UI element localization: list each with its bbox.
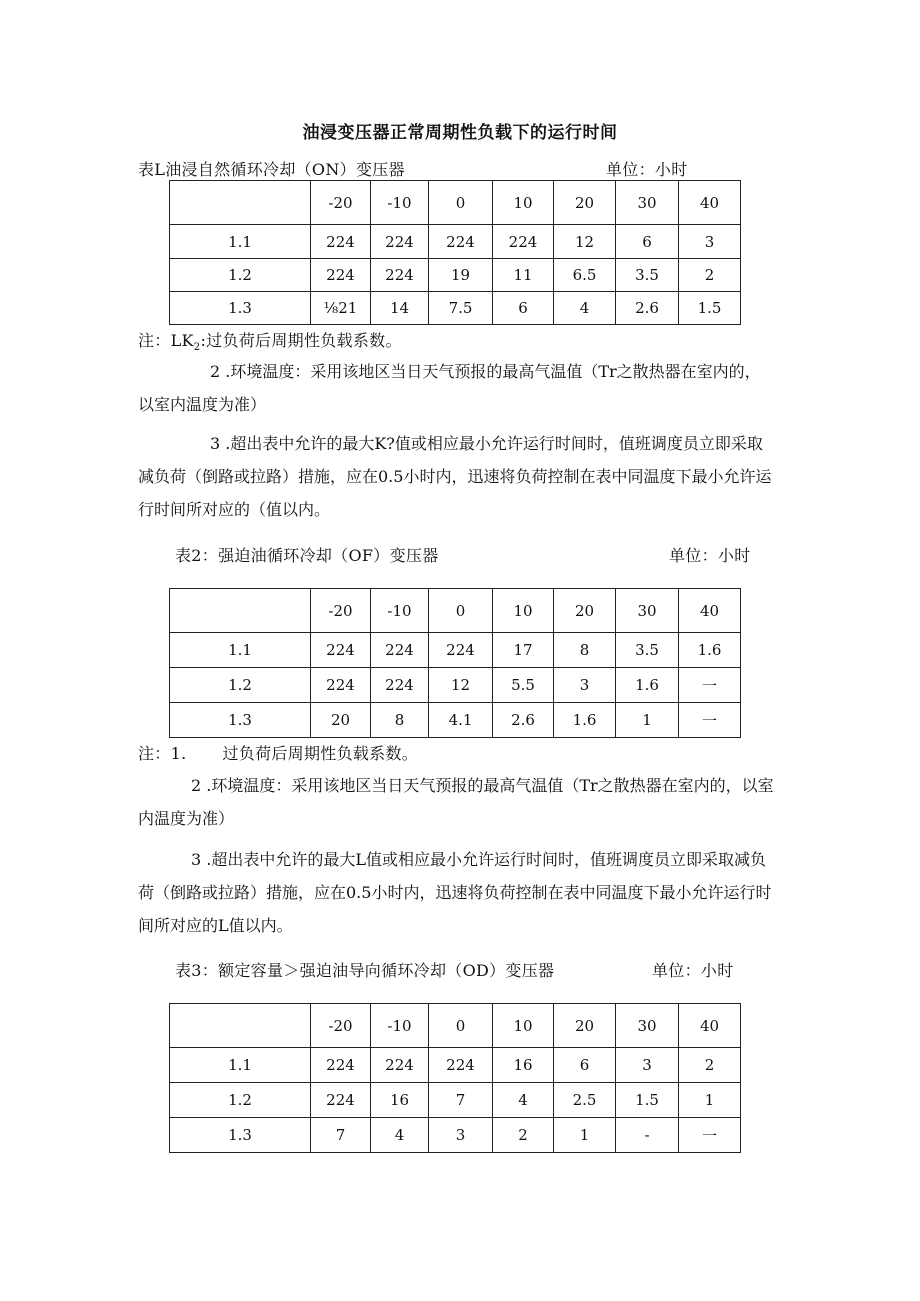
table-header-cell: -20 <box>311 181 371 225</box>
table-cell: 224 <box>311 668 371 703</box>
table-cell: 19 <box>429 259 493 292</box>
table-cell: 20 <box>311 703 371 738</box>
table-cell: 11 <box>493 259 554 292</box>
table-cell: 17 <box>493 633 554 668</box>
table-header-cell: 40 <box>679 181 741 225</box>
table-cell: 224 <box>311 1048 371 1083</box>
table-cell: 1.5 <box>679 292 741 325</box>
table2-note1-text: 过负荷后周期性负载系数。 <box>222 744 419 763</box>
table-cell: 224 <box>371 668 429 703</box>
table-cell: 2.6 <box>616 292 679 325</box>
table-cell: 2.6 <box>493 703 554 738</box>
table-cell: 3 <box>616 1048 679 1083</box>
table-cell: 2 <box>679 1048 741 1083</box>
table-cell: - <box>616 1118 679 1153</box>
table-cell: 224 <box>493 225 554 259</box>
table-row <box>170 259 741 292</box>
table2-header-row <box>170 589 741 633</box>
page-title: 油浸变压器正常周期性负载下的运行时间 <box>302 123 618 143</box>
table-cell: 一 <box>679 668 741 703</box>
table-header-cell: 0 <box>429 589 493 633</box>
table-cell: 2.5 <box>554 1083 616 1118</box>
table-cell: 12 <box>429 668 493 703</box>
table-cell: 8 <box>554 633 616 668</box>
table2-note1-prefix: 注：1. <box>138 744 187 763</box>
table-cell: 224 <box>429 633 493 668</box>
table1-note1-text: :过负荷后周期性负载系数。 <box>200 331 402 350</box>
table-cell: 7.5 <box>429 292 493 325</box>
table1-note1 <box>138 328 402 353</box>
table-header-cell: 0 <box>429 1004 493 1048</box>
table1-caption: 表L油浸自然循环冷却（ON）变压器 <box>138 160 405 179</box>
table-header-cell: -20 <box>311 589 371 633</box>
table2-note1 <box>138 741 418 764</box>
table-cell: 224 <box>311 225 371 259</box>
table-cell: 一 <box>679 703 741 738</box>
table-cell: 8 <box>371 703 429 738</box>
table-cell: 6 <box>493 292 554 325</box>
table1-note2: 2 .环境温度：采用该地区当日天气预报的最高气温值（Tr之散热器在室内的，以室内温度为准） <box>138 362 761 414</box>
table-row <box>170 703 741 738</box>
table1-note1-sub: 2 <box>193 342 201 354</box>
table3-caption: 表3：额定容量＞强迫油导向循环冷却（OD）变压器 <box>175 961 555 980</box>
table-header-cell: 20 <box>554 589 616 633</box>
table-row <box>170 1083 741 1118</box>
table-cell: 5.5 <box>493 668 554 703</box>
table-cell: 14 <box>371 292 429 325</box>
table-cell: 1 <box>554 1118 616 1153</box>
table-header-cell: 40 <box>679 589 741 633</box>
table-header-cell <box>170 181 311 225</box>
table-cell: 1.5 <box>616 1083 679 1118</box>
table-cell: 224 <box>371 1048 429 1083</box>
table-header-cell: 40 <box>679 1004 741 1048</box>
table-cell: 一 <box>679 1118 741 1153</box>
table2-unit: 单位：小时 <box>669 546 751 565</box>
table1-note1-prefix: 注：LK <box>138 331 194 350</box>
table2-note3: 3 .超出表中允许的最大L值或相应最小允许运行时间时，值班调度员立即采取减负荷（倒路或拉路）措施，应在0.5小时内，迅速将负荷控制在表中同温度下最小允许运行时间所对应的L值以内。 <box>138 850 772 935</box>
table-cell: 4 <box>493 1083 554 1118</box>
table-header-cell <box>170 589 311 633</box>
table-cell: 224 <box>429 1048 493 1083</box>
table-cell: 1 <box>679 1083 741 1118</box>
table-cell: 3 <box>429 1118 493 1153</box>
table-header-cell: -10 <box>371 1004 429 1048</box>
table-cell: 6.5 <box>554 259 616 292</box>
table-cell: 7 <box>429 1083 493 1118</box>
table-cell: 1.6 <box>616 668 679 703</box>
table-header-cell: -20 <box>311 1004 371 1048</box>
table-cell: 224 <box>311 259 371 292</box>
table-cell: 16 <box>493 1048 554 1083</box>
table-cell: 4 <box>371 1118 429 1153</box>
table-cell: 3.5 <box>616 633 679 668</box>
table-cell: 6 <box>616 225 679 259</box>
table-header-cell: -10 <box>371 181 429 225</box>
table2 <box>169 588 741 738</box>
table-header-cell: 10 <box>493 181 554 225</box>
table-cell: 16 <box>371 1083 429 1118</box>
table-cell: 1.2 <box>170 668 311 703</box>
table-cell: 12 <box>554 225 616 259</box>
table3-unit: 单位：小时 <box>652 961 734 980</box>
table-row <box>170 1048 741 1083</box>
table-cell: 1.2 <box>170 259 311 292</box>
table-row <box>170 668 741 703</box>
table-header-cell: 30 <box>616 1004 679 1048</box>
table2-caption: 表2：强迫油循环冷却（OF）变压器 <box>175 546 439 565</box>
table-header-cell: 30 <box>616 181 679 225</box>
table-cell: 1.6 <box>554 703 616 738</box>
table-cell: 1.3 <box>170 703 311 738</box>
table-header-cell <box>170 1004 311 1048</box>
table1-header-row <box>170 181 741 225</box>
table-cell: 1 <box>616 703 679 738</box>
table-header-cell: 20 <box>554 181 616 225</box>
table1-note3: 3 .超出表中允许的最大K?值或相应最小允许运行时间时，值班调度员立即采取减负荷（倒路或拉路）措施，应在0.5小时内，迅速将负荷控制在表中同温度下最小允许运行时间所对应的（值以内。 <box>138 434 772 519</box>
table-cell: 7 <box>311 1118 371 1153</box>
table-cell: 2 <box>679 259 741 292</box>
table-cell: 224 <box>371 633 429 668</box>
table3-header-row <box>170 1004 741 1048</box>
table-cell: 224 <box>429 225 493 259</box>
table-cell: 1.3 <box>170 1118 311 1153</box>
table1-unit: 单位：小时 <box>606 160 688 179</box>
table-cell: 1.3 <box>170 292 311 325</box>
table-cell: 1.2 <box>170 1083 311 1118</box>
table-row <box>170 1118 741 1153</box>
table-header-cell: 30 <box>616 589 679 633</box>
table3 <box>169 1003 741 1153</box>
table2-note2: 2 .环境温度：采用该地区当日天气预报的最高气温值（Tr之散热器在室内的，以室内温度为准） <box>138 776 774 828</box>
table-header-cell: 10 <box>493 589 554 633</box>
table-cell: 2 <box>493 1118 554 1153</box>
table1 <box>169 180 741 325</box>
table-cell: 6 <box>554 1048 616 1083</box>
table-cell: 1.1 <box>170 225 311 259</box>
table-header-cell: 10 <box>493 1004 554 1048</box>
table-cell: 1.6 <box>679 633 741 668</box>
table-header-cell: 0 <box>429 181 493 225</box>
table-header-cell: -10 <box>371 589 429 633</box>
table-cell: 1.1 <box>170 1048 311 1083</box>
table-header-cell: 20 <box>554 1004 616 1048</box>
table-row <box>170 292 741 325</box>
table-row <box>170 225 741 259</box>
table-cell: 3.5 <box>616 259 679 292</box>
table-cell: 224 <box>311 633 371 668</box>
table-cell: 4.1 <box>429 703 493 738</box>
table-cell: 3 <box>679 225 741 259</box>
table-row <box>170 633 741 668</box>
table-cell: 4 <box>554 292 616 325</box>
table-cell: 224 <box>311 1083 371 1118</box>
table-cell: 224 <box>371 259 429 292</box>
table-cell: 1.1 <box>170 633 311 668</box>
table-cell: ⅛21 <box>311 292 371 325</box>
table-cell: 3 <box>554 668 616 703</box>
table-cell: 224 <box>371 225 429 259</box>
